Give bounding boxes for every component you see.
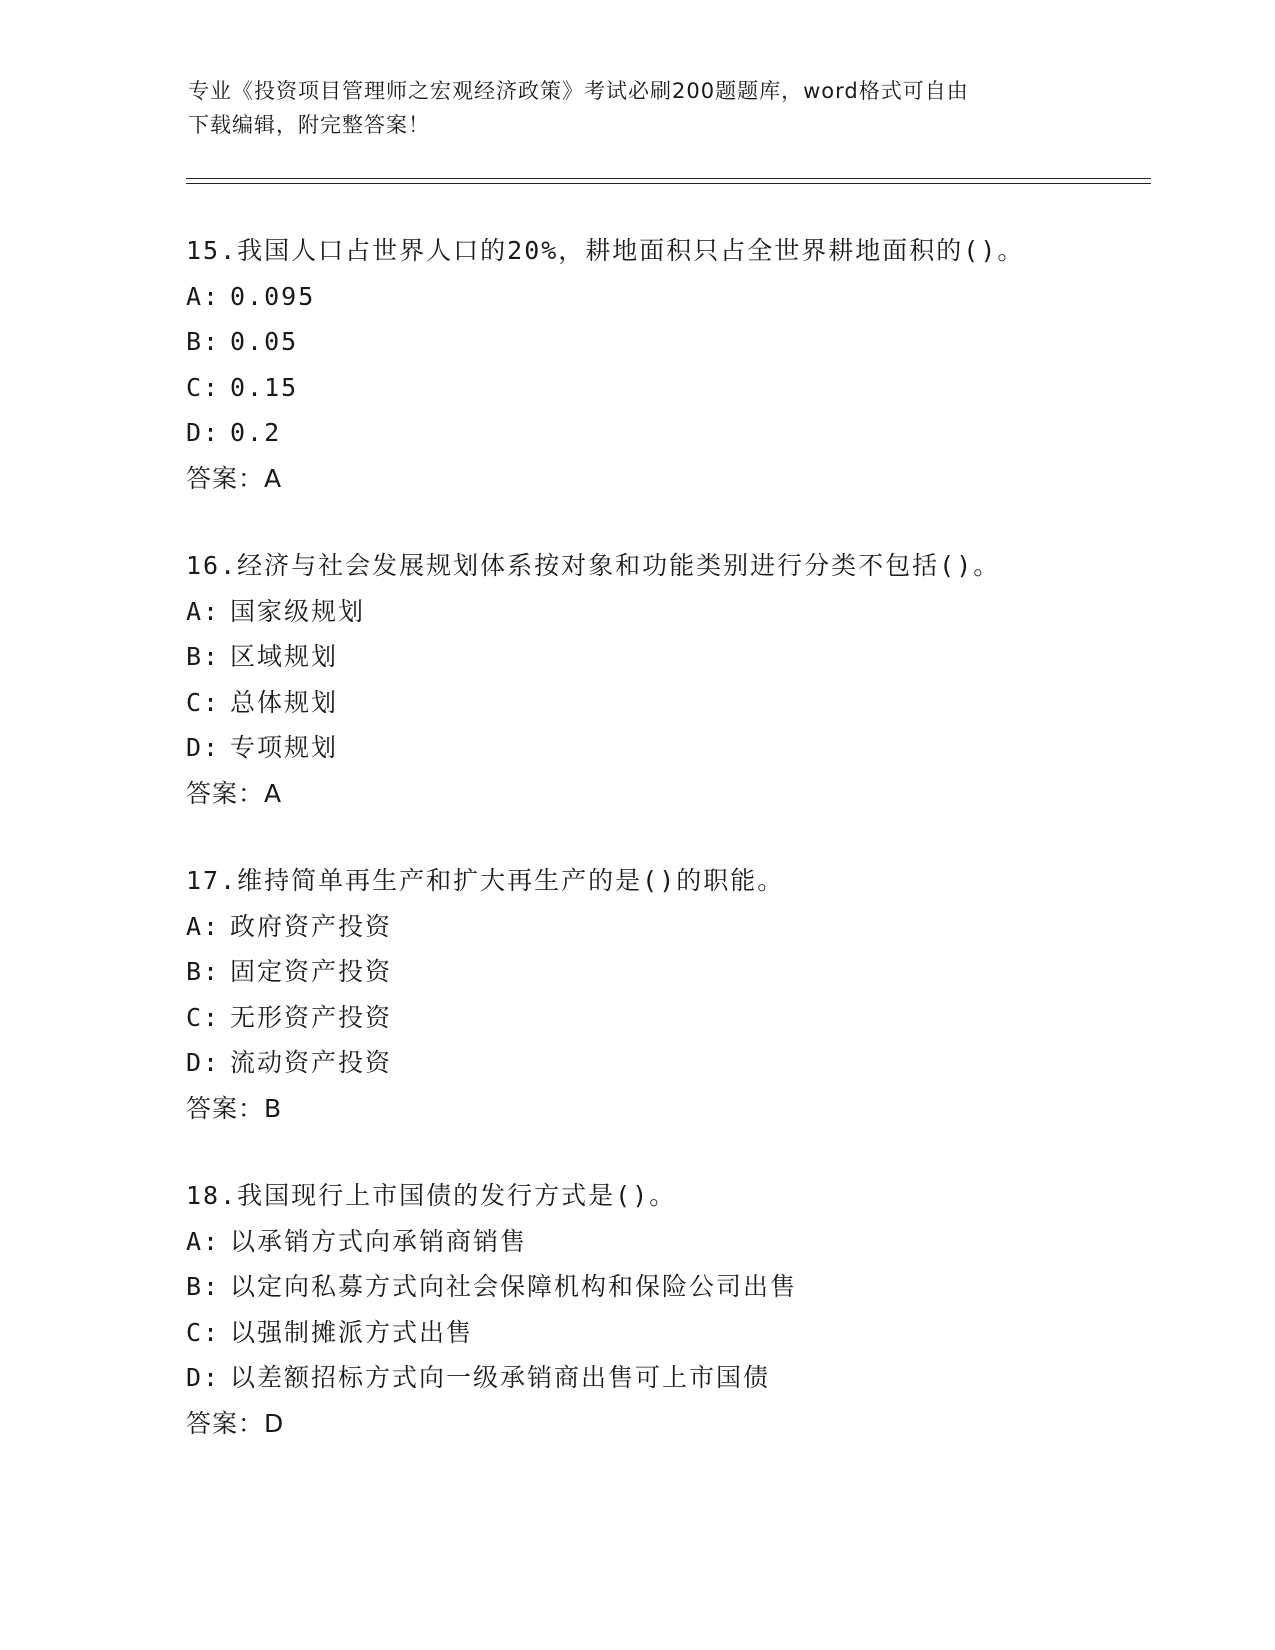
option-text: 国家级规划 <box>230 596 366 626</box>
option-letter: C: <box>186 372 221 402</box>
option-a <box>186 1219 1166 1265</box>
option-letter: A: <box>186 1226 221 1256</box>
answer-line: 答案：A <box>186 463 283 493</box>
option-letter: D: <box>186 418 221 447</box>
option-text: 固定资产投资 <box>230 957 393 986</box>
question-15 <box>186 228 1166 501</box>
option-text: 政府资产投资 <box>230 911 393 941</box>
option-a <box>186 904 1166 950</box>
option-text: 0.15 <box>230 372 299 402</box>
header-divider-top <box>186 178 1151 179</box>
question-16 <box>186 543 1166 816</box>
option-text: 0.095 <box>230 281 316 311</box>
option-letter: D: <box>186 1363 221 1392</box>
answer-line: 答案：A <box>186 778 283 808</box>
option-b <box>186 319 1166 365</box>
option-letter: C: <box>186 1002 221 1032</box>
option-c <box>186 365 1166 411</box>
question-list <box>186 228 1166 1488</box>
option-text: 无形资产投资 <box>230 1002 393 1032</box>
question-stem: 18.我国现行上市国债的发行方式是()。 <box>186 1181 677 1210</box>
option-text: 流动资产投资 <box>230 1048 393 1077</box>
document-header <box>188 74 1068 142</box>
option-c <box>186 680 1166 726</box>
option-c <box>186 1310 1166 1356</box>
answer-line: 答案：B <box>186 1093 283 1123</box>
option-text: 0.2 <box>230 418 282 447</box>
option-text: 以承销方式向承销商销售 <box>230 1226 528 1256</box>
header-line-1: 专业《投资项目管理师之宏观经济政策》考试必刷200题题库，word格式可自由 <box>188 79 969 103</box>
option-letter: B: <box>186 327 221 356</box>
option-letter: B: <box>186 1272 221 1301</box>
option-letter: B: <box>186 957 221 986</box>
question-stem: 17.维持简单再生产和扩大再生产的是()的职能。 <box>186 866 785 895</box>
answer-line: 答案：D <box>186 1408 285 1438</box>
option-text: 以强制摊派方式出售 <box>230 1317 474 1347</box>
option-text: 专项规划 <box>230 733 339 762</box>
option-d <box>186 410 1166 456</box>
option-a <box>186 589 1166 635</box>
option-letter: C: <box>186 687 221 717</box>
option-letter: A: <box>186 281 221 311</box>
option-d <box>186 725 1166 771</box>
option-letter: C: <box>186 1317 221 1347</box>
option-b <box>186 949 1166 995</box>
option-letter: D: <box>186 733 221 762</box>
option-letter: A: <box>186 911 221 941</box>
option-b <box>186 1264 1166 1310</box>
option-text: 以差额招标方式向一级承销商出售可上市国债 <box>230 1363 771 1392</box>
question-stem: 16.经济与社会发展规划体系按对象和功能类别进行分类不包括()。 <box>186 551 1001 580</box>
header-line-2: 下载编辑，附完整答案！ <box>188 113 430 137</box>
option-b <box>186 634 1166 680</box>
option-c <box>186 995 1166 1041</box>
option-a <box>186 274 1166 320</box>
option-text: 区域规划 <box>230 642 339 671</box>
question-18 <box>186 1173 1166 1446</box>
option-d <box>186 1355 1166 1401</box>
option-letter: D: <box>186 1048 221 1077</box>
option-letter: A: <box>186 596 221 626</box>
question-17 <box>186 858 1166 1131</box>
option-text: 总体规划 <box>230 687 339 717</box>
option-text: 0.05 <box>230 327 299 356</box>
option-text: 以定向私募方式向社会保障机构和保险公司出售 <box>230 1272 798 1301</box>
header-divider-bottom <box>186 183 1151 184</box>
option-letter: B: <box>186 642 221 671</box>
question-stem: 15.我国人口占世界人口的20%，耕地面积只占全世界耕地面积的()。 <box>186 236 1025 265</box>
option-d <box>186 1040 1166 1086</box>
